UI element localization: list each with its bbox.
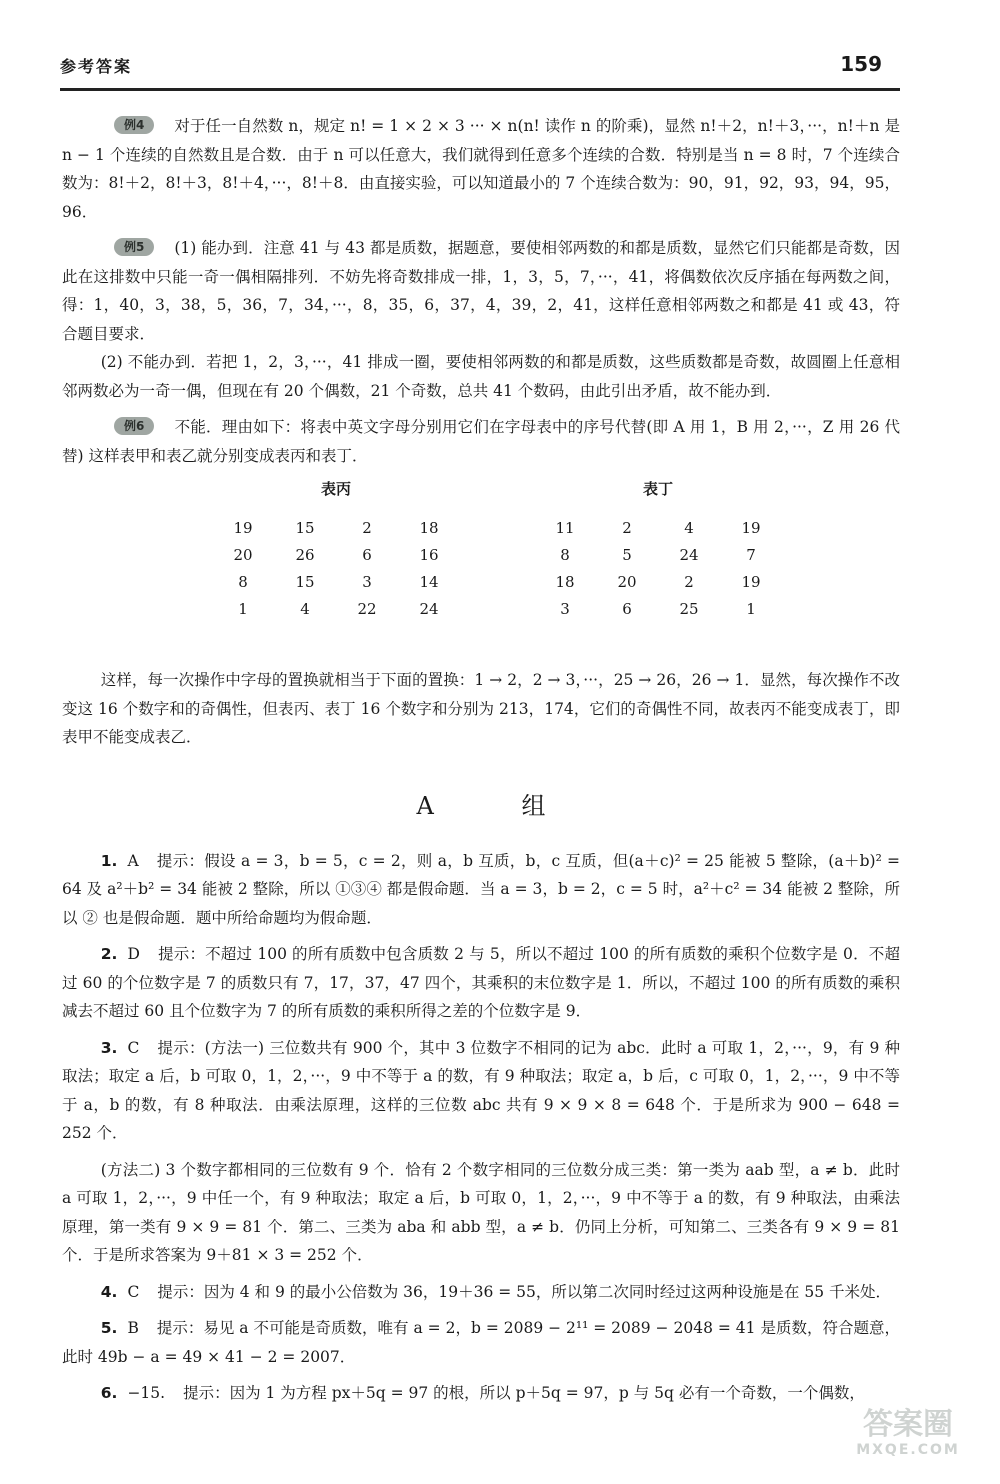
table-cell: 2 (362, 518, 372, 537)
page-content (62, 112, 900, 1416)
section-heading: A 组 (416, 791, 586, 820)
table-cell: 8 (560, 545, 570, 564)
answer-number: 2. (100, 945, 118, 963)
table-cell: 19 (741, 572, 761, 591)
table-cell: 5 (622, 545, 632, 564)
answer-choice: A (127, 851, 139, 870)
example-text: 这样，每一次操作中字母的置换就相当于下面的置换：1 → 2，2 → 3，···，25 → 26，26 → 1．显然，每次操作不改变这 16 个数字和的奇偶性，但表丙、表丁 16 个数字和分别为 213，174，它们的奇偶性不同，故表丙不能变成表丁，即表甲不能变成表乙． (62, 671, 900, 746)
table-cell: 2 (622, 518, 632, 537)
table-cell: 11 (555, 518, 575, 537)
table-cell: 3 (362, 572, 372, 591)
answer-number: 6. (100, 1384, 118, 1402)
table-row (534, 541, 782, 568)
answer-choice: C (127, 1282, 140, 1301)
table-cell: 6 (362, 545, 372, 564)
example-6 (62, 413, 900, 470)
header-title: 参考答案 (60, 57, 133, 76)
header-rule (60, 88, 900, 91)
answer-item (62, 1156, 900, 1270)
table-cell: 8 (238, 572, 248, 591)
answer-text: (方法二) 3 个数字都相同的三位数有 9 个．恰有 2 个数字相同的三位数分成三类：第一类为 aab 型，a ≠ b．此时 a 可取 1，2，···，9 中任一个，有 9 种取法；取定 a 后，b 可取 0，1，2，···，9 中不等于 a 的数，有 9 种取法，由乘法原理，第一类有 9 × 9 = 81 个．第二、三类为 aba 和 abb 型，a ≠ b．仍同上分析，可知第二、三类各有 9 × 9 = 81 个．于是所求答案为 9＋81 × 3 = 252 个． (62, 1160, 900, 1264)
table-row (212, 568, 460, 595)
table-grid (212, 514, 460, 622)
example-5 (62, 234, 900, 405)
answer-number: 3. (100, 1038, 118, 1057)
table-ding (534, 478, 782, 622)
table-cell: 26 (295, 545, 315, 564)
table-cell: 7 (746, 545, 756, 564)
example-tag: 例4 (114, 116, 154, 134)
table-cell: 3 (560, 599, 570, 618)
example-tag: 例5 (114, 238, 154, 256)
example-6-conclusion (62, 666, 900, 752)
table-cell: 18 (555, 572, 575, 591)
page-number: 159 (840, 52, 882, 76)
page-header (60, 48, 900, 88)
watermark-url: MXQE.COM (856, 1442, 960, 1458)
table-cell: 24 (419, 599, 439, 618)
table-row (534, 595, 782, 622)
answer-choice: D (127, 945, 140, 963)
answer-list (62, 847, 900, 1408)
table-cell: 2 (684, 572, 694, 591)
table-cell: 16 (419, 545, 439, 564)
table-row (212, 541, 460, 568)
answer-number: 1. (100, 851, 118, 870)
table-cell: 14 (419, 572, 439, 591)
answer-number: 4. (100, 1282, 118, 1301)
answer-choice: −15. (127, 1384, 166, 1402)
table-cell: 19 (741, 518, 761, 537)
table-cell: 15 (295, 518, 315, 537)
answer-item (62, 1278, 900, 1307)
table-row (534, 568, 782, 595)
example-text: 对于任一自然数 n，规定 n! = 1 × 2 × 3 ··· × n(n! 读作 n 的阶乘)，显然 n!＋2，n!＋3，···，n!＋n 是 n − 1 个连续的自然数且是合数．由于 n 可以任意大，我们就得到任意多个连续的合数．特别是当 n = 8 时，7 个连续合数为：8!＋2，8!＋3，8!＋4，···，8!＋8．由直接实验，可以知道最小的 7 个连续合数为：90，91，92，93，94，95，96． (62, 117, 900, 221)
number-tables (62, 478, 900, 656)
table-cell: 15 (295, 572, 315, 591)
answer-item (62, 940, 900, 1026)
example-text: 不能．理由如下：将表中英文字母分别用它们在字母表中的序号代替(即 A 用 1，B 用 2，···，Z 用 26 代替) 这样表甲和表乙就分别变成表丙和表丁． (62, 418, 900, 465)
table-cell: 4 (684, 518, 694, 537)
answer-text: 提示：易见 a 不可能是奇质数，唯有 a = 2，b = 2089 − 2¹¹ = 2089 − 2048 = 41 是质数，符合题意，此时 49b − a = 49 × 41 − 2 = 2007． (62, 1319, 900, 1366)
table-title: 表丁 (642, 480, 673, 498)
watermark-text: 答案圈 (863, 1407, 953, 1442)
example-tag: 例6 (114, 417, 154, 435)
example-text: (1) 能办到．注意 41 与 43 都是质数，据题意，要使相邻两数的和都是质数，显然它们只能都是奇数，因此在这排数中只能一奇一偶相隔排列．不妨先将奇数排成一排，1，3，5，7，···，41，将偶数依次反序插在每两数之间，得：1，40，3，38，5，36，7，34，···，8，35，6，37，4，39，2，41，这样任意相邻两数之和都是 41 或 43，符合题目要求． (62, 239, 900, 343)
table-row (534, 514, 782, 541)
answer-item (62, 1314, 900, 1371)
table-cell: 24 (679, 545, 699, 564)
answer-number: 5. (100, 1319, 118, 1337)
answer-text: 提示：不超过 100 的所有质数中包含质数 2 与 5，所以不超过 100 的所有质数的乘积个位数字是 0．不超过 60 的个位数字是 7 的质数只有 7，17，37，47 四个，其乘积的末位数字是 1．所以，不超过 100 的所有质数的乘积减去不超过 60 且个位数字为 7 的所有质数的乘积所得之差的个位数字是 9． (62, 945, 900, 1020)
answer-text: 提示：假设 a = 3，b = 5，c = 2，则 a，b 互质，b，c 互质，但(a＋c)² = 25 能被 5 整除，(a＋b)² = 64 及 a²＋b² = 34 能被 2 整除，所以 ①③④ 都是假命题．当 a = 3，b = 2，c = 5 时，a²＋c² = 34 能被 2 整除，所以 ② 也是假命题．题中所给命题均为假命题． (62, 851, 900, 927)
table-cell: 25 (679, 599, 699, 618)
answer-item (62, 847, 900, 933)
table-title: 表丙 (320, 480, 351, 498)
answer-text: 提示：因为 1 为方程 px＋5q = 97 的根，所以 p＋5q = 97，p 与 5q 必有一个奇数，一个偶数， (183, 1384, 865, 1402)
watermark-logo (838, 1408, 978, 1468)
answer-text: 提示：因为 4 和 9 的最小公倍数为 36，19＋36 = 55，所以第二次同时经过这两种设施是在 55 千米处． (157, 1282, 891, 1301)
table-row (212, 514, 460, 541)
answer-choice: C (127, 1038, 140, 1057)
example-4 (62, 112, 900, 226)
table-cell: 6 (622, 599, 632, 618)
table-cell: 19 (233, 518, 253, 537)
table-cell: 4 (300, 599, 310, 618)
table-cell: 1 (746, 599, 756, 618)
answer-text: 提示：(方法一) 三位数共有 900 个，其中 3 位数字不相同的记为 abc．此时 a 可取 1，2，···，9，有 9 种取法；取定 a 后，b 可取 0，1，2，···，9 中不等于 a 的数，有 9 种取法；取定 a，b 后，c 可取 0，1，2，···，9 中不等于 a，b 的数，有 8 种取法．由乘法原理，这样的三位数 abc 共有 9 × 9 × 8 = 648 个．于是所求为 900 − 648 = 252 个． (62, 1038, 900, 1142)
answer-item (62, 1034, 900, 1148)
answer-choice: B (127, 1319, 139, 1337)
table-cell: 1 (238, 599, 248, 618)
example-text-2: (2) 不能办到．若把 1，2，3，···，41 排成一圈，要使相邻两数的和都是质数，这些质数都是奇数，故圆圈上任意相邻两数必为一奇一偶，但现在有 20 个偶数，21 个奇数，总共 41 个数码，由此引出矛盾，故不能办到． (62, 353, 900, 400)
table-cell: 20 (617, 572, 637, 591)
table-row (212, 595, 460, 622)
table-cell: 22 (357, 599, 377, 618)
table-cell: 20 (233, 545, 253, 564)
answer-item (62, 1379, 900, 1408)
table-grid (534, 514, 782, 622)
table-cell: 18 (419, 518, 439, 537)
table-bing (212, 478, 460, 622)
